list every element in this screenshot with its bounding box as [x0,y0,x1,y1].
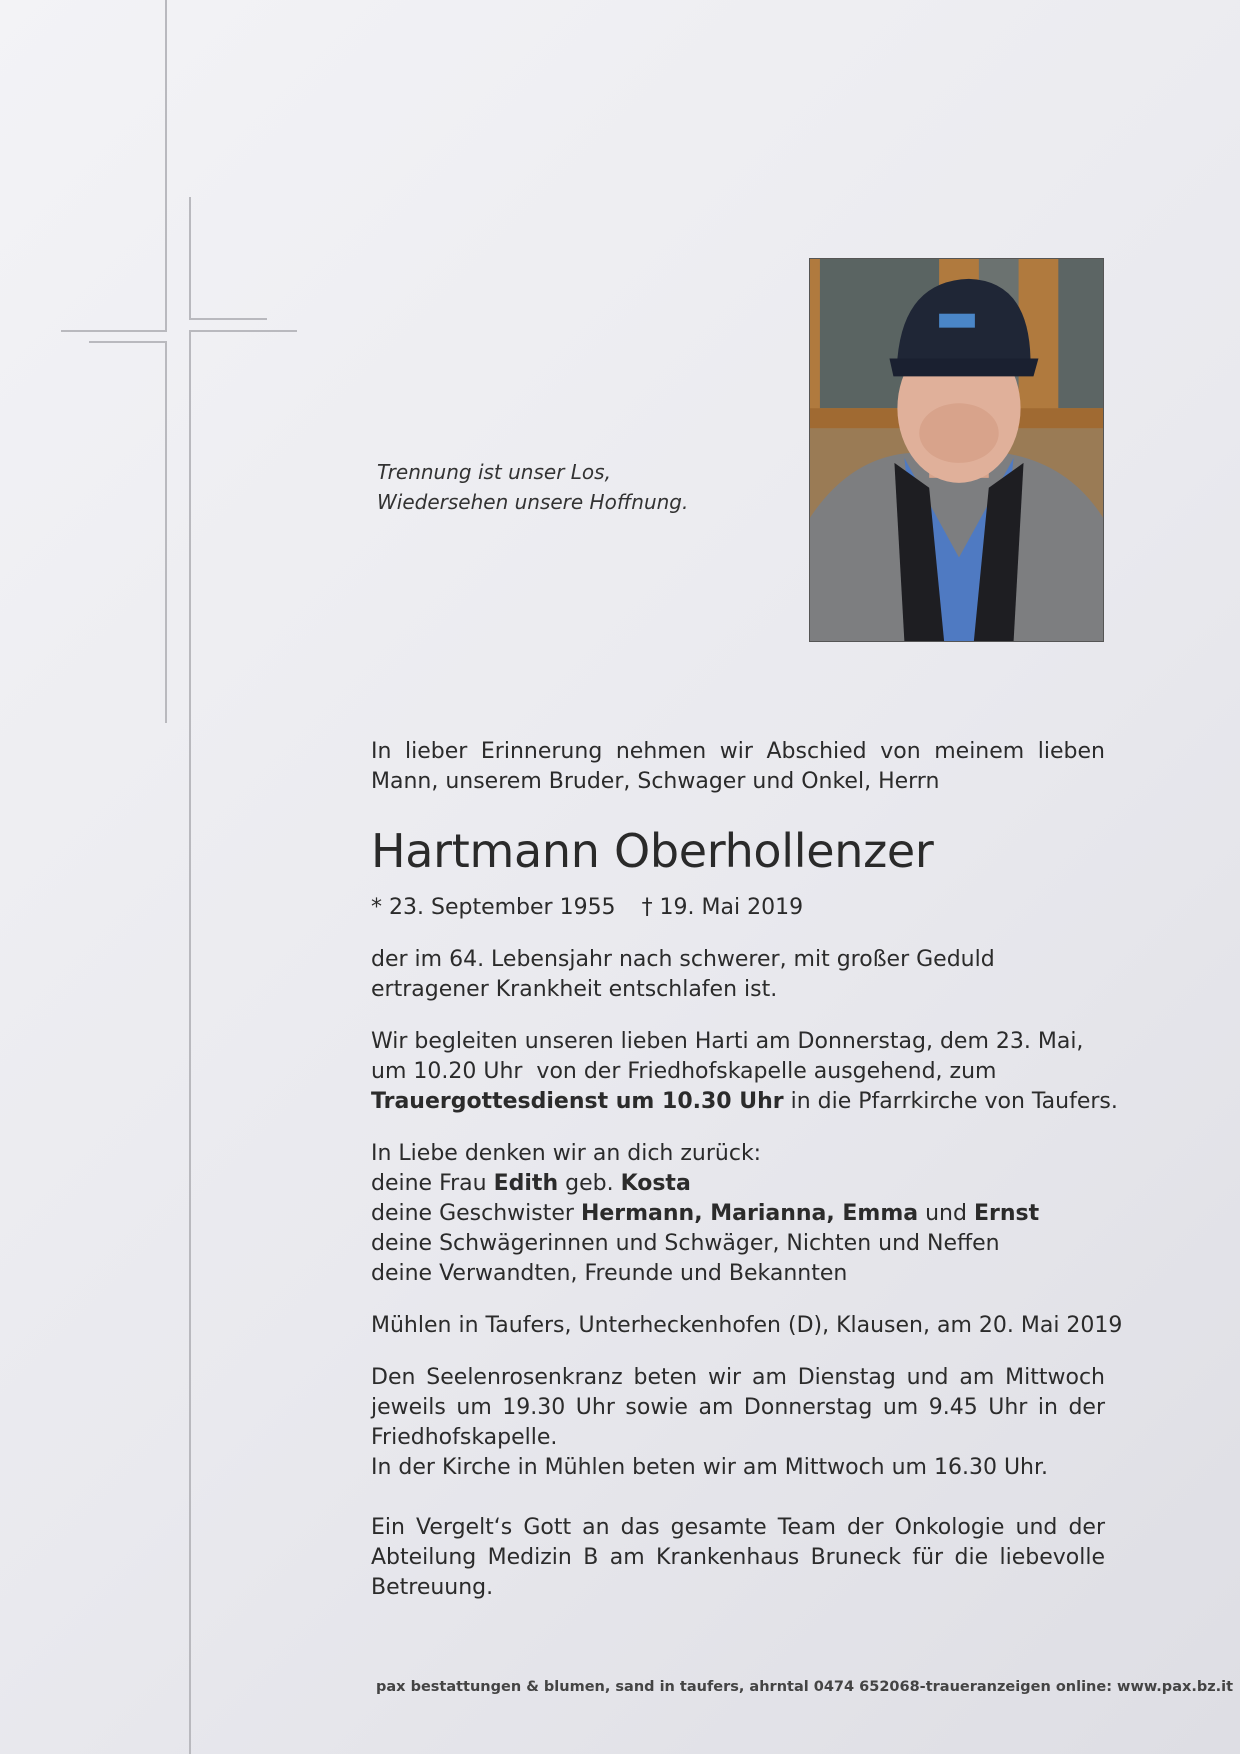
thanks-paragraph: Ein Vergelt‘s Gott an das gesamte Team der Onkologie und der Abteilung Medizin B am Krankenhaus Bruneck für die liebevolle Betreuung. [371,1515,1105,1600]
birth-date: * 23. September 1955 [371,895,616,920]
cross-vertical-right-upper [189,197,191,318]
illness-paragraph: der im 64. Lebensjahr nach schwerer, mit großer Geduld ertragener Krankheit entschlafen ist. [371,947,995,1002]
memorial-quote [377,457,757,517]
funeral-home-footer: pax bestattungen & blumen, sand in taufers, ahrntal 0474 652068-traueranzeigen online: www.pax.bz.it [376,1679,1234,1695]
cross-vertical-right-lower [189,330,191,1754]
rosary-paragraph: Den Seelenrosenkranz beten wir am Dienstag und am Mittwoch jeweils um 19.30 Uhr sowie am Donnerstag um 9.45 Uhr in der Friedhofskapelle. [371,1365,1105,1450]
wife-mid: geb. [558,1171,621,1196]
funeral-line-2: um 10.20 Uhr von der Friedhofskapelle ausgehend, zum [371,1059,997,1084]
family-line-wife [371,1169,1105,1199]
cross-vertical-left [165,0,167,330]
funeral-church: in die Pfarrkirche von Taufers. [783,1089,1118,1114]
place-date: Mühlen in Taufers, Unterheckenhofen (D), Klausen, am 20. Mai 2019 [371,1313,1123,1338]
portrait-illustration [810,259,1103,641]
death-date: † 19. Mai 2019 [641,895,804,920]
wife-name: Edith [493,1171,559,1196]
wife-prefix: deine Frau [371,1171,494,1196]
cross-horizontal-bottom-left [89,341,167,343]
family-paragraph [371,1139,1105,1289]
portrait-photo [809,258,1104,642]
church-prayer: In der Kirche in Mühlen beten wir am Mittwoch um 16.30 Uhr. [371,1455,1049,1480]
siblings-last: Ernst [973,1201,1040,1226]
cross-horizontal-top-left [61,330,167,332]
cross-horizontal-top-right [189,318,267,320]
siblings-names: Hermann, Marianna, Emma [580,1201,919,1226]
life-dates [371,893,1105,923]
family-line-relatives: deine Verwandten, Freunde und Bekannten [371,1261,848,1286]
family-line-in-laws: deine Schwägerinnen und Schwäger, Nichten und Neffen [371,1231,1000,1256]
siblings-and: und [918,1201,974,1226]
funeral-line-1: Wir begleiten unseren lieben Harti am Donnerstag, dem 23. Mai, [371,1029,1084,1054]
intro-paragraph: In lieber Erinnerung nehmen wir Abschied von meinem lieben Mann, unserem Bruder, Schwager und Onkel, Herrn [371,739,1105,794]
deceased-name: Hartmann Oberhollenzer [371,824,934,878]
siblings-prefix: deine Geschwister [371,1201,581,1226]
obituary-text [371,737,1123,1603]
cross-horizontal-bottom-right [189,330,297,332]
wife-maiden-name: Kosta [620,1171,691,1196]
family-line-1: In Liebe denken wir an dich zurück: [371,1141,762,1166]
quote-line-2: Wiedersehen unsere Hoffnung. [377,490,689,514]
funeral-service-time: Trauergottesdienst um 10.30 Uhr [371,1089,784,1114]
funeral-line-3 [371,1087,1118,1117]
cross-vertical-left-lower [165,341,167,723]
family-line-siblings [371,1199,1105,1229]
quote-line-1: Trennung ist unser Los, [377,460,611,484]
funeral-paragraph [371,1027,1118,1117]
